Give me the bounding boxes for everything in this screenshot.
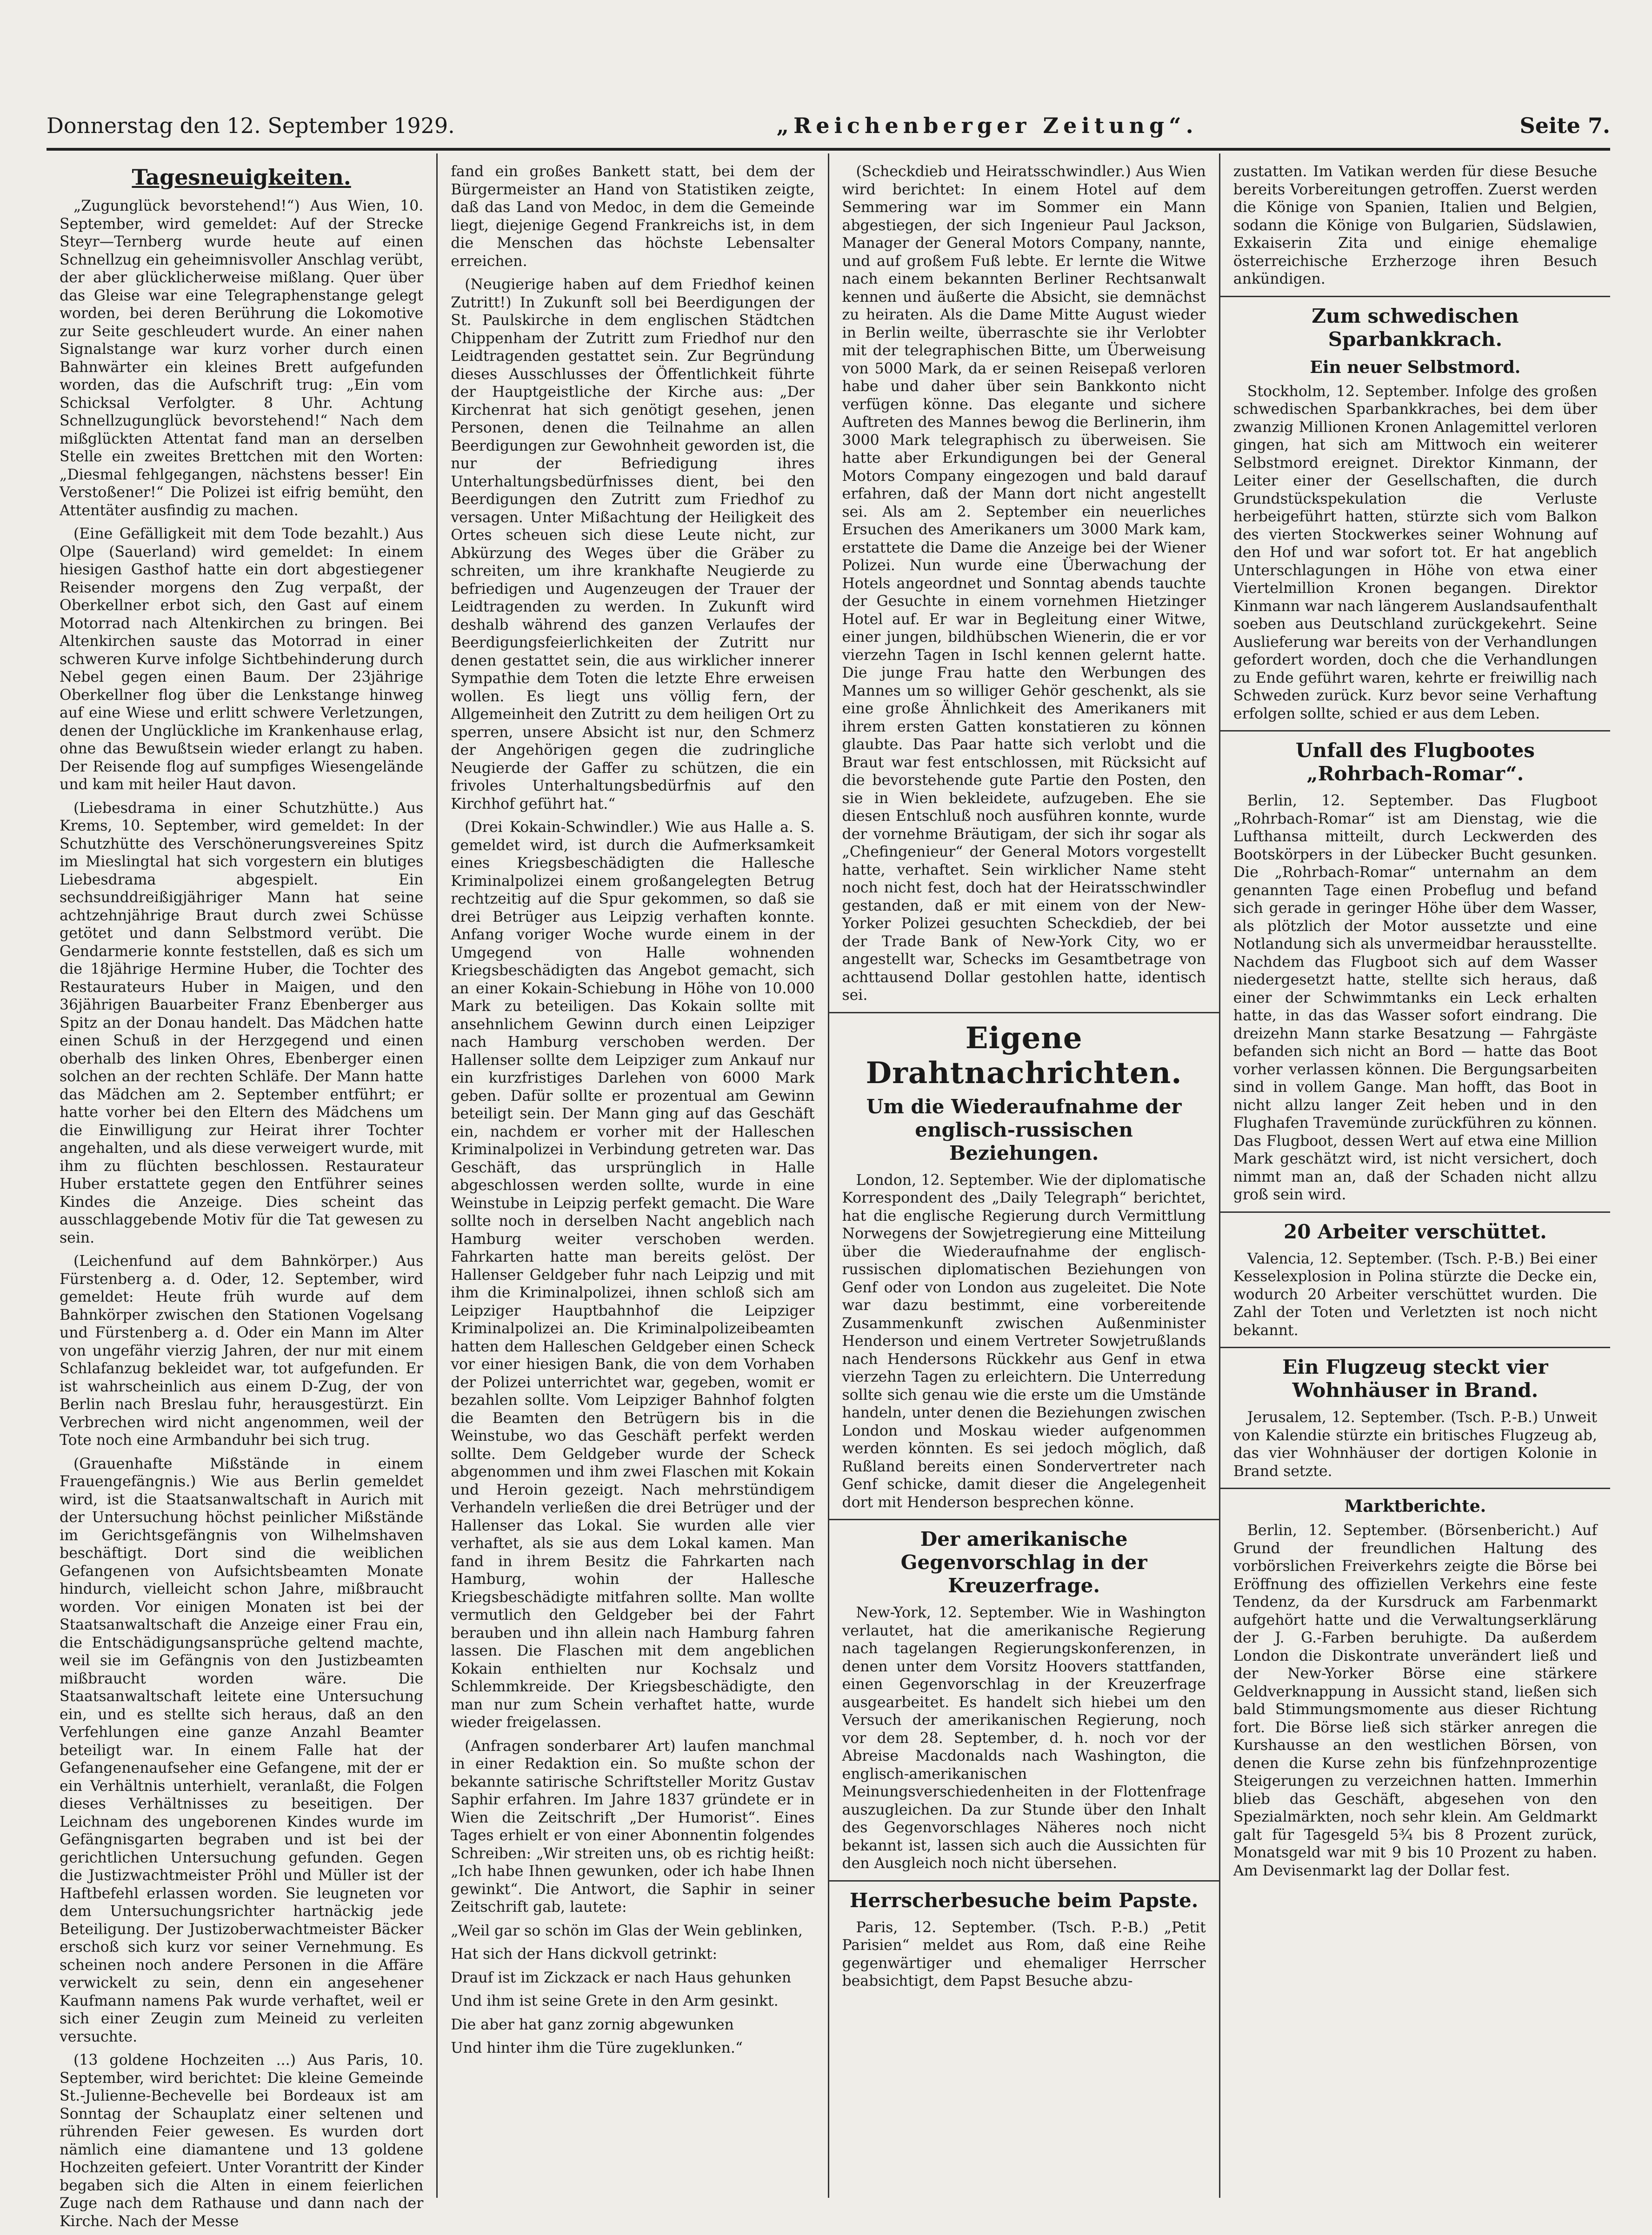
poem-line: Drauf ist im Zickzack er nach Haus gehunken [451,1969,792,1986]
article-body-found: (Leichenfund auf dem Bahnkörper.) Aus Fürstenberg a. d. Oder, 12. September, wird gemeldet: Heute früh wurde auf dem Bahnkörper zwischen den Stationen Vogelsang und Fürstenberg a. d. Oder ein Mann im Alter von ungefähr vierzig Jahren, der nur mit einem Schlafanzug bekleidet war, tot aufgefunden. Er ist wahrscheinlich aus einem D-Zug, der von Berlin nach Breslau fuhr, herausgestürzt. Ein Verbrechen wird nicht angenommen, weil der Tote noch eine Armbanduhr bei sich trug. [60,1253,424,1449]
poem-line: Und hinter ihm die Türe zugeklunken.“ [451,2040,743,2056]
divider [829,1880,1219,1882]
divider [1220,296,1610,297]
divider [829,1519,1219,1520]
poem-line: Die aber hat ganz zornig abgewunken [451,2016,734,2033]
headline-anglo-russian: Um die Wiederaufnahme der englisch-russischen Beziehungen. [866,1095,1182,1164]
article-anglo-russian: London, 12. September. Wie der diplomatische Korrespondent des „Daily Telegraph“ berichtet, hat die englische Regierung durch Vermittlung Norwegens der Sowjetregierung eine Mitteilung über die Wiederaufnahme der englisch-russischen diplomatischen Beziehungen von Genf oder von London aus zugeleitet. Die Note war dazu bestimmt, eine vorbereitende Zusammenkunft zwischen Außenminister Henderson und einem Vertreter Sowjetrußlands nach Hendersons Rückkehr aus Genf in etwa vierzehn Tagen zu erleichtern. Die Unterredung sollte sich genau wie die erste um die Umstände handeln, unter denen die Beziehungen zwischen London und Moskau wieder aufgenommen werden könnten. Es sei jedoch möglich, daß Rußland bereits einen Sondervertreter nach Genf schicke, damit dieser die Angelegenheit dort mit Henderson besprechen könne. [842,1171,1206,1511]
article-love-drama: (Liebesdrama in einer Schutzhütte.) Aus Krems, 10. September, wird gemeldet: In der Schutzhütte des Verschönerungsvereines Spitz im Mieslingtal hat sich vorgestern ein blutiges Liebesdrama abgespielt. Ein sechsunddreißigjähriger Mann hat seine achtzehnjährige Braut durch zwei Schüsse getötet und dann Selbstmord verübt. Die Gendarmerie konnte feststellen, daß es sich um die 18jährige Hermine Huber, die Tochter des Restaurateurs Huber in Maigen, und den 36jährigen Bauarbeiter Franz Ebenberger aus Spitz an der Donau handelt. Das Mädchen hatte einen Schuß in der Herzgegend und einen oberhalb des linken Ohres, Ebenberger einen solchen an der rechten Schläfe. Der Mann hatte das Mädchen am 2. September entführt; er hatte vorher bei den Eltern des Mädchens um die Einwilligung zur Heirat ihrer Tochter angehalten, und als diese verweigert wurde, mit ihm zu flüchten beschlossen. Restaurateur Huber erstattete gegen den Entführer seines Kindes die Anzeige. Dies scheint das ausschlaggebende Motiv für die Tat gewesen zu sein. [60,799,424,1246]
masthead-rule [47,148,1610,151]
headline-workers-buried: 20 Arbeiter verschüttet. [1283,1220,1547,1243]
article-workers-buried: Valencia, 12. September. (Tsch. P.-B.) Bei einer Kesselexplosion in Polina stürzte die Decke ein, wodurch 20 Arbeiter verschüttet wurden. Die Zahl der Toten und Verletzten ist noch nicht bekannt. [1233,1250,1597,1339]
poem-line: Hat sich der Hans dickvoll getrinkt: [451,1946,718,1962]
column-3 [829,153,1220,2198]
column-1 [47,153,438,2230]
newspaper-title: „Reichenberger Zeitung“. [776,113,1198,138]
divider [1220,730,1610,732]
headline-pope-visits: Herrscherbesuche beim Papste. [849,1889,1199,1912]
column-2 [438,153,829,2198]
article-motorcycle-accident: (Eine Gefälligkeit mit dem Tode bezahlt.) Aus Olpe (Sauerland) wird gemeldet: In einem hiesigen Gasthof hatte ein dort abgestiegener Reisender morgens den Zug verpaßt, der Oberkellner erbot sich, den Gast auf einem Motorrad nach Altenkirchen zu bringen. Bei Altenkirchen sauste das Motorrad in einer schweren Kurve infolge Sichtbehinderung durch Nebel gegen einen Baum. Der 23jährige Oberkellner flog über die Lenkstange hinweg auf eine Wiese und erlitt schwere Verletzungen, denen der Unglückliche im Krankenhause erlag, ohne das Bewußtsein wieder erlangt zu haben. Der Reisende flog auf sumpfiges Wiesengelände und kam mit heiler Haut davon. [60,525,424,793]
article-flying-boat: Berlin, 12. September. Das Flugboot „Rohrbach-Romar“ ist am Dienstag, wie die Lufthansa mitteilt, durch Leckwerden des Bootskörpers in der Lübecker Bucht gesunken. Die „Rohrbach-Romar“ unternahm an dem genannten Tage einen Probeflug und befand sich gerade in geringer Höhe über dem Wasser, als plötzlich der Motor aussetzte und eine Notlandung sich als unvermeidbar herausstellte. Nachdem das Flugboot sich auf dem Wasser niedergesetzt hatte, stellte sich heraus, daß einer der Schwimmtanks ein Leck erhalten hatte, in das das Wasser sofort eindrang. Die dreizehn Mann starke Besatzung — Fahrgäste befanden sich nicht an Bord — hatte das Boot vorher verlassen können. Die Bergungsarbeiten sind in vollem Gange. Man hofft, das Boot in nicht allzu langer Zeit heben und in den Flughafen Travemünde zurückführen zu können. Das Flugboot, dessen Wert auf etwa eine Million Mark geschätzt wird, ist nicht versichert, doch nimmt man an, daß der Schaden nicht allzu groß sein wird. [1233,792,1598,1203]
article-pope-visits-cont: zustatten. Im Vatikan werden für diese Besuche bereits Vorbereitungen getroffen. Zuerst werden die Könige von Spanien, Italien und Belgien, sodann die Könige von Bulgarien, Südslawien, Exkaiserin Zita und einige ehemalige österreichische Erzherzoge ihren Besuch ankündigen. [1233,163,1597,287]
article-odd-inquiries: (Anfragen sonderbarer Art) laufen manchmal in einer Redaktion ein. So mußte schon der bekannte satirische Schriftsteller Moritz Gustav Saphir erfahren. Im Jahre 1837 gründete er in Wien die Zeitschrift „Der Humorist“. Eines Tages erhielt er von einer Abonnentin folgendes Schreiben: „Wir streiten uns, ob es richtig heißt: „Ich habe Ihnen gewunken, oder ich habe Ihnen gewinkt“. Die Antwort, die Saphir in seiner Zeitschrift gab, lautete: [451,1737,815,1916]
headline-flying-boat: Unfall des Flugbootes „Rohrbach-Romar“. [1295,739,1535,785]
page-number: Seite 7. [1519,113,1610,138]
headline-cruiser-question: Der amerikanische Gegenvorschlag in der Kreuzerfrage. [900,1528,1147,1597]
issue-date: Donnerstag den 12. September 1929. [47,113,455,138]
section-heading-wire-news: Eigene Drahtnachrichten. [866,1020,1182,1091]
divider [829,1012,1219,1013]
article-check-thief: (Scheckdieb und Heiratsschwindler.) Aus Wien wird berichtet: In einem Hotel auf dem Semmering war im Sommer ein Mann abgestiegen, der sich Ingenieur Paul Jackson, Manager der General Motors Company, nannte, und auf großem Fuß lebte. Er lernte die Witwe nach einem bekannten Berliner Rechtsanwalt kennen und äußerte die Absicht, sie demnächst zu heiraten. Als die Dame Mitte August wieder in Berlin weilte, überraschte sie ihr Verlobter mit der telegraphischen Bitte, um Überweisung von 5000 Mark, da er seinen Reisepaß verloren habe und daher über sein Bankkonto nicht verfügen könne. Das elegante und sichere Auftreten des Mannes bewog die Berlinerin, ihm 3000 Mark telegraphisch zu überweisen. Sie hatte aber Erkundigungen bei der General Motors Company eingezogen und bald darauf erfahren, daß der Mann dort nicht angestellt sei. Als am 2. September ein neuerliches Ersuchen des Amerikaners um 3000 Mark kam, erstattete die Dame die Anzeige bei der Wiener Polizei. Nun wurde eine Überwachung der Hotels angeordnet und Sonntag abends tauchte der Gesuchte in einem vornehmen Hietzinger Hotel auf. Er war in Begleitung einer Witwe, einer jungen, bildhübschen Wienerin, die er vor vierzehn Tagen in Ischl kennen gelernt hatte. Die junge Frau hatte den Werbungen des Mannes um so williger Gehör geschenkt, als sie eine große Ähnlichkeit des Amerikaners mit ihrem ersten Gatten konstatieren zu können glaubte. Das Paar hatte sich verlobt und die Braut war fest entschlossen, mit Rücksicht auf die bevorstehende gute Partie den Posten, den sie in Wien bekleidete, aufzugeben. Ehe sie diesen Entschluß noch ausführen konnte, wurde der vornehme Bräutigam, der sich ihr sogar als „Chefingenieur“ der General Motors vorgestellt hatte, verhaftet. Sein wirklicher Name steht noch nicht fest, doch hat der Heiratsschwindler gestanden, daß er mit einem von der New-Yorker Polizei gesuchten Scheckdieb, der bei der Trade Bank of New-York City, wo er angestellt war, Schecks im Gesamtbetrage von achttausend Dollar gestohlen hatte, identisch sei. [842,163,1206,1004]
article-market-reports: Berlin, 12. September. (Börsenbericht.) Auf Grund der freundlichen Haltung des vorbörslichen Freiverkehrs zeigte die Börse bei Eröffnung des offiziellen Verkehrs eine feste Tendenz, da der Kursdruck am Farbenmarkt aufgehört hatte und die Verwaltungserklärung der J. G.-Farben beruhigte. Da außerdem London die Diskontrate unverändert ließ und der New-Yorker Börse eine stärkere Geldverknappung in Aussicht stand, ließen sich bald Stimmungsmomente aus dieser Richtung fort. Die Börse ließ sich stärker anregen die Kurshausse an den westlichen Börsen, von denen die Kurse zehn bis fünfzehnprozentige Steigerungen zu verzeichnen hatten. Immerhin blieb das Geschäft, abgesehen von den Spezialmärkten, noch sehr klein. Am Geldmarkt galt für Tagesgeld 5¾ bis 8 Prozent zurück, Monatsgeld war mit 9 bis 10 Prozent zu haben. Am Devisenmarkt lag der Dollar fest. [1233,1522,1597,1879]
divider [1220,1488,1610,1489]
article-swedish-bank: Stockholm, 12. September. Infolge des großen schwedischen Sparbankkraches, bei dem über zwanzig Millionen Kronen Anlagemittel verloren gingen, hat sich am Mittwoch ein weiterer Selbstmord ereignet. Direktor Kinmann, der Leiter einer der Gesellschaften, die durch Grundstückspekulation die Verluste herbeigeführt hatten, stürzte sich vom Balkon des vierten Stockwerkes seiner Wohnung auf den Hof und war sofort tot. Er hat angeblich Unterschlagungen in Höhe von etwa einer Viertelmillion Kronen begangen. Direktor Kinmann war nach längerem Auslandsaufenthalt soeben aus Deutschland zurückgekehrt. Seine Auslieferung war bereits von der Verhandlungen gefordert worden, doch che die Verhandlungen zu Ende geführt waren, kehrte er freiwillig nach Schweden zurück. Kurz bevor seine Verhaftung erfolgen sollte, schied er aus dem Leben. [1233,383,1597,722]
article-train-attack: „Zugunglück bevorstehend!“) Aus Wien, 10. September, wird gemeldet: Auf der Strecke Steyr—Ternberg wurde heute auf einen Schnellzug ein geheimnisvoller Anschlag verübt, der aber glücklicherweise mißlang. Quer über das Gleise war eine Telegraphenstange gelegt worden, bei deren Berührung die Lokomotive zur Seite geschleudert wurde. An einer nahen Signalstange war kurz vorher durch einen Bahnwärter ein kleines Brett aufgefunden worden, das die Aufschrift trug: „Ein vom Schicksal Verfolgter. 8 Uhr. Achtung Schnellzugunglück bevorstehend!“ Nach dem mißglückten Attentat fand man an derselben Stelle ein zweites Brettchen mit den Worten: „Diesmal fehlgegangen, nächstens besser! Ein Verstoßener!“ Die Polizei ist eifrig bemüht, den Attentäter ausfindig zu machen. [60,198,424,519]
article-womens-prison: (Grauenhafte Mißstände in einem Frauengefängnis.) Wie aus Berlin gemeldet wird, ist die Staatsanwaltschaft in Aurich mit der Untersuchung höchst peinlicher Mißstände im Gerichtsgefängnis von Wilhelmshaven beschäftigt. Dort sind die weiblichen Gefangenen von Aufsichtsbeamten Monate hindurch, vielleicht schon Jahre, mißbraucht worden. Vor einigen Monaten ist bei der Staatsanwaltschaft die Anzeige einer Frau ein, die Entschädigungsansprüche geltend machte, weil sie im Gefängnis von den Justizbeamten mißbraucht worden wäre. Die Staatsanwaltschaft leitete eine Untersuchung ein, und es stellte sich heraus, daß an den Verfehlungen eine ganze Anzahl Beamter beteiligt war. In einem Falle hat der Gefangenenaufseher eine Gefangene, mit der er ein Verhältnis unterhielt, veranlaßt, die Folgen dieses Verhältnisses zu beseitigen. Der Leichnam des ungeborenen Kindes wurde im Gefängnisgarten begraben und ist bei der gerichtlichen Untersuchung gefunden. Gegen die Justizwachtmeister Pröhl und Müller ist der Haftbefehl erlassen worden. Sie leugneten vor dem Untersuchungsrichter hartnäckig jede Beteiligung. Der Justizoberwachtmeister Bäcker erschoß sich kurz vor seiner Vernehmung. Es scheinen noch andere Personen in die Affäre verwickelt zu sein, denn ein angesehener Kaufmann namens Pak wurde verhaftet, weil er sich einer Zeugin zum Meineid zu verleiten versuchte. [60,1455,424,2045]
article-cruiser-question: New-York, 12. September. Wie in Washington verlautet, hat die amerikanische Regierung nach tagelangen Regierungskonferenzen, in denen unter dem Vorsitz Hoovers stattfanden, einen Gegenvorschlag in der Kreuzerfrage ausgearbeitet. Es handelt sich hiebei um den Versuch der amerikanischen Regierung, noch vor dem 28. September, d. h. noch vor der Abreise Macdonalds nach Washington, die englisch-amerikanischen Meinungsverschiedenheiten in der Flottenfrage auszugleichen. Da zur Stunde über den Inhalt des Gegenvorschlages Näheres noch nicht bekannt ist, lassen sich auch die Aussichten für den Ausgleich noch nicht übersehen. [842,1604,1206,1872]
divider [1220,1347,1610,1348]
subheadline-suicide: Ein neuer Selbstmord. [1310,357,1521,377]
article-cemetery: (Neugierige haben auf dem Friedhof keinen Zutritt!) In Zukunft soll bei Beerdigungen der St. Paulskirche in dem englischen Städtchen Chippenham der Zutritt zum Friedhof nur den Leidtragenden gestattet sein. Zur Begründung dieses Ausschlusses der Öffentlichkeit führte der Hauptgeistliche der Kirche aus: „Der Kirchenrat hat sich genötigt gesehen, jenen Personen, denen die Teilnahme an allen Beerdigungen zur Gewohnheit geworden ist, die nur der Befriedigung ihres Unterhaltungsbedürfnisses dient, bei den Beerdigungen den Zutritt zum Friedhof zu versagen. Unter Mißachtung der Heiligkeit des Ortes scheuen sich diese Leute nicht, zur Abkürzung des Weges über die Gräber zu schreiten, um ihre krankhafte Neugierde zu befriedigen und Augenzeugen der Trauer der Leidtragenden zu werden. In Zukunft wird deshalb während des ganzen Verlaufes der Beerdigungsfeierlichkeiten der Zutritt nur denen gestattet sein, die aus wirklicher innerer Sympathie dem Toten die letzte Ehre erweisen wollen. Es liegt uns völlig fern, der Allgemeinheit den Zutritt zu dem heiligen Ort zu sperren, unsere Absicht ist nur, den Schmerz der Angehörigen gegen die zudringliche Neugierde der Gaffer zu schützen, die ein frivoles Unterhaltungsbedürfnis auf den Kirchhof geführt hat.“ [451,276,815,812]
poem-line: Und ihm ist seine Grete in den Arm gesinkt. [451,1993,779,2009]
article-golden-weddings: (13 goldene Hochzeiten ...) Aus Paris, 10. September, wird berichtet: Die kleine Gemeinde St.-Julienne-Bechevelle bei Bordeaux ist am Sonntag der Schauplatz einer seltenen und rührenden Feier gewesen. Es wurden dort nämlich eine diamantene und 13 goldene Hochzeiten gefeiert. Unter Vorantritt der Kinder begaben sich die Alten in einem feierlichen Zuge nach dem Rathause und dann nach der Kirche. Nach der Messe [60,2052,424,2230]
columns [47,153,1610,2230]
headline-market-reports: Marktberichte. [1344,1497,1486,1516]
poem-line: „Weil gar so schön im Glas der Wein geblinken, [451,1922,803,1939]
article-golden-weddings-cont: fand ein großes Bankett statt, bei dem der Bürgermeister an Hand von Statistiken zeigte, daß das Land von Medoc, in dem die Gemeinde liegt, diejenige Gegend Frankreichs ist, in dem die Menschen das höchste Lebensalter erreichen. [451,163,815,270]
divider [1220,1211,1610,1213]
headline-plane-fire: Ein Flugzeug steckt vier Wohnhäuser in Brand. [1282,1356,1548,1402]
article-cocaine-swindlers: (Drei Kokain-Schwindler.) Wie aus Halle a. S. gemeldet wird, ist durch die Aufmerksamkeit eines Kriegsbeschädigten die Hallesche Kriminalpolizei einem großangelegten Betrug rechtzeitig auf die Spur gekommen, so daß sie drei Betrüger aus Leipzig verhaften konnte. Anfang voriger Woche wurde einem in der Umgegend von Halle wohnenden Kriegsbeschädigten das Angebot gemacht, sich an einer Kokain-Schiebung in Höhe von 10.000 Mark zu beteiligen. Das Kokain sollte mit ansehnlichem Gewinn durch einen Leipziger nach Hamburg verschoben werden. Der Hallenser sollte dem Leipziger zum Ankauf nur ein kurzfristiges Darlehen von 6000 Mark geben. Dafür sollte er prozentual am Gewinn beteiligt sein. Der Mann ging auf das Geschäft ein, nachdem er vorher mit der Halleschen Kriminalpolizei in Verbindung getreten war. Das Geschäft, das ursprünglich in Halle abgeschlossen werden sollte, wurde in eine Weinstube in Leipzig perfekt gemacht. Die Ware sollte noch in derselben Nacht angeblich nach Hamburg weiter verschoben werden. Fahrkarten hatte man bereits gelöst. Der Hallenser Geldgeber fuhr nach Leipzig und mit ihm die Kriminalpolizei, ihnen schloß sich am Leipziger Hauptbahnhof die Leipziger Kriminalpolizei an. Die Kriminalpolizeibeamten hatten dem Halleschen Geldgeber einen Scheck vor einer hiesigen Bank, die von dem Vorhaben der Polizei unterrichtet war, gegeben, womit er bezahlen sollte. Vom Leipziger Bahnhof folgten die Beamten den Betrügern bis in die Weinstube, wo das Geschäft perfekt werden sollte. Dem Geldgeber wurde der Scheck abgenommen und ihm zwei Flaschen mit Kokain und Heroin gezeigt. Nach mehrstündigem Verhandeln verließen die drei Betrüger und der Hallenser das Lokal. Sie wurden alle vier verhaftet, als sie aus dem Lokal kamen. Man fand in ihrem Besitz die Fahrkarten nach Hamburg, wohin der Hallesche Kriegsbeschädigte mitfahren sollte. Man wollte vermutlich den Geldgeber bei der Fahrt berauben und ihn allein nach Hamburg fahren lassen. Die Flaschen mit dem angeblichen Kokain enthielten nur Kochsalz und Schlemmkreide. Der Kriegsbeschädigte, den man nur zum Schein verhaftet hatte, wurde wieder freigelassen. [451,819,815,1731]
column-4 [1220,153,1610,2198]
masthead [47,107,1610,144]
section-heading: Tagesneuigkeiten. [132,165,351,190]
article-pope-visits: Paris, 12. September. (Tsch. P.-B.) „Petit Parisien“ meldet aus Rom, daß eine Reihe gegenwärtiger und ehemaliger Herrscher beabsichtigt, dem Papst Besuche abzu- [842,1919,1206,1989]
article-plane-fire: Jerusalem, 12. September. (Tsch. P.-B.) Unweit von Kalendie stürzte ein britisches Flugzeug ab, das vier Wohnhäuser der dortigen Kolonie in Brand setzte. [1233,1409,1597,1480]
headline-swedish-bank: Zum schwedischen Sparbankkrach. [1312,304,1519,351]
